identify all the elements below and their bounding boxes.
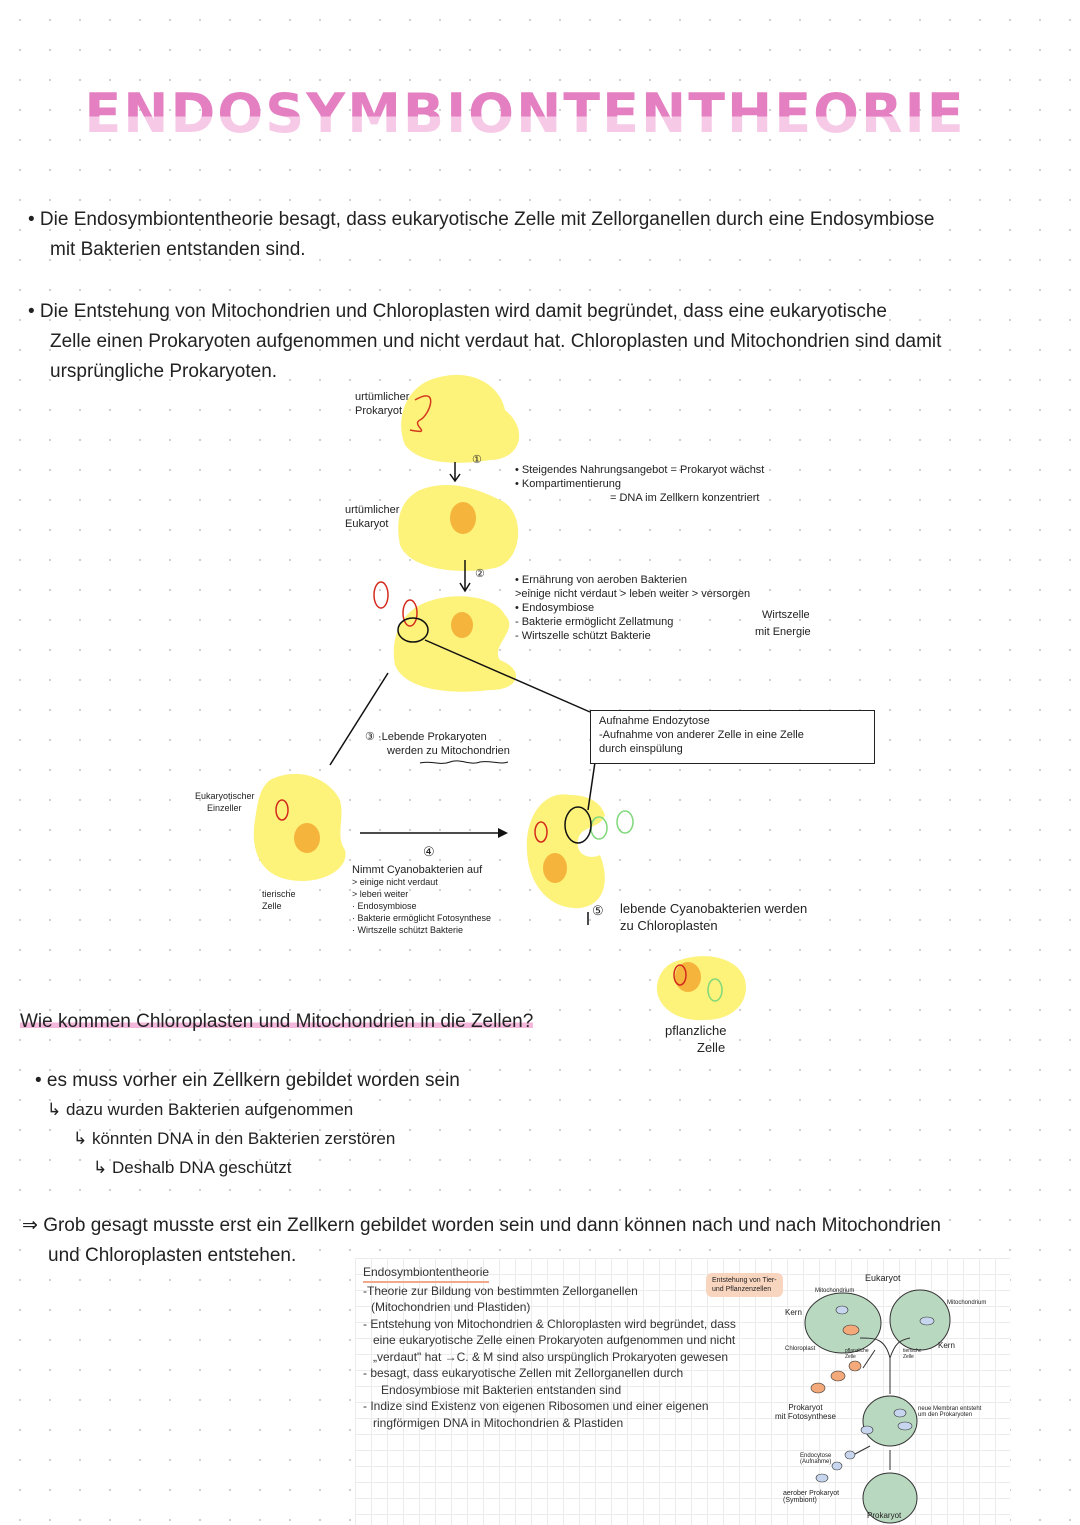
cell-evolution-sketch <box>355 1258 1010 1525</box>
text-line: (Mitochondrien und Plastiden) <box>371 1300 531 1314</box>
label-eukaryot: Eukaryot <box>865 1273 901 1283</box>
text-line: Wirtszelle <box>762 609 810 621</box>
text-line: tierische <box>262 889 296 899</box>
text-line: · Bakterie ermöglicht Fotosynthese <box>352 913 492 923</box>
label-plant-cell: pflanzliche Zelle <box>845 1348 869 1360</box>
page-title: ENDOSYMBIONTENTHEORIE <box>0 82 1050 145</box>
text-line: Prokaryot <box>788 1403 823 1412</box>
step1-text <box>515 463 764 505</box>
text-line: pflanzliche <box>665 1023 727 1038</box>
label-aerob <box>783 1490 839 1504</box>
text-line: -Aufnahme von anderer Zelle in eine Zelle <box>599 729 804 741</box>
label-endocytose <box>800 1453 831 1465</box>
text-line: durch einspülung <box>599 743 683 755</box>
text-line: Zelle <box>697 1040 726 1055</box>
text-line: ringförmigen DNA in Mitochondrien & Plastiden <box>373 1415 624 1430</box>
text-line: -Theorie zur Bildung von bestimmten Zellorganellen <box>363 1283 638 1298</box>
text-line: - Bakterie ermöglicht Zellatmung <box>515 616 674 628</box>
text-line: neue Membran entsteht <box>918 1406 982 1412</box>
step2-text <box>515 573 815 643</box>
text-line: um den Prokaryoten <box>918 1412 973 1418</box>
text-line: (Symbiont) <box>783 1497 817 1504</box>
text-line: „verdaut" hat →C. & M sind also urspünglich Prokaryoten gewesen <box>373 1349 729 1364</box>
text-line: ③ ·Lebende Prokaryoten <box>365 731 487 743</box>
text-line: • Die Entstehung von Mitochondrien und Chloroplasten wird damit begründet, dass eine eukaryotische <box>28 301 887 322</box>
text-line: Endosymbiose mit Bakterien entstanden sind <box>381 1382 622 1397</box>
label-prokaryot: Prokaryot <box>867 1511 902 1520</box>
step3-text <box>365 730 510 758</box>
cell1-label <box>355 390 409 418</box>
text-line: mit Energie <box>755 626 811 638</box>
text-line: • Steigendes Nahrungsangebot = Prokaryot wächst <box>515 464 765 476</box>
cell-engulfing <box>394 596 516 691</box>
embedded-notes-image <box>355 1258 1010 1525</box>
text-line: Entstehung von Tier- <box>712 1277 777 1284</box>
step2-marker: ② <box>475 568 485 580</box>
text-line: - Indize sind Existenz von eigenen Ribosomen und einer eigenen <box>363 1399 709 1413</box>
cell4-caption <box>262 888 296 912</box>
text-line: > leben weiter <box>352 889 409 899</box>
text-line: Aufnahme Endozytose <box>599 715 710 727</box>
text-line: • Die Endosymbiontentheorie besagt, dass eukaryotische Zelle mit Zellorganellen durch eine Endosymbiose <box>28 209 935 230</box>
answer-item: • es muss vorher ein Zellkern gebildet worden sein <box>35 1070 460 1091</box>
text-line: > einige nicht verdaut <box>352 877 438 887</box>
text-line: · Endosymbiose <box>352 901 417 911</box>
notes-heading: Endosymbiontentheorie <box>363 1264 489 1283</box>
cell-c-shape <box>527 794 605 908</box>
endocytosis-box <box>590 710 875 764</box>
text-line: mit Bakterien entstanden sind. <box>50 239 306 260</box>
text-line: (Aufnahme) <box>800 1459 832 1465</box>
text-line: Eukaryotischer <box>195 791 255 801</box>
text-line: Zelle <box>262 901 282 911</box>
step5-text <box>620 900 807 934</box>
text-line: und Chloroplasten entstehen. <box>48 1245 297 1266</box>
text-line: Eukaryot <box>345 518 389 530</box>
text-line: Zelle einen Prokaryoten aufgenommen und nicht verdaut hat. Chloroplasten und Mitochondrien sind damit <box>50 331 942 352</box>
text-line: zu Chloroplasten <box>620 918 718 933</box>
text-line: lebende Cyanobakterien werden <box>620 901 808 916</box>
text-line: urtümlicher <box>355 391 410 403</box>
text-line: ursprüngliche Prokaryoten. <box>50 361 278 382</box>
text-line: eine eukaryotische Zelle einen Prokaryoten aufgenommen und nicht <box>373 1333 736 1347</box>
text-line: Endocytose <box>800 1453 832 1459</box>
label-mitochondrium: Mitochondrium <box>947 1300 987 1306</box>
text-line: Einzeller <box>207 803 242 813</box>
cell-plant <box>657 956 746 1020</box>
text-line: - Wirtszelle schützt Bakterie <box>515 630 651 642</box>
step1-marker: ① <box>472 454 482 466</box>
text-line: - besagt, dass eukaryotische Zellen mit Zellorganellen durch <box>363 1366 684 1380</box>
text-line: • Endosymbiose <box>515 602 595 614</box>
text-line: · Wirtszelle schützt Bakterie <box>352 925 464 935</box>
label-mitochondrium: Mitochondrium <box>815 1288 855 1294</box>
label-animal-cell: tierische Zelle <box>903 1348 922 1360</box>
answer-item: ↳ Deshalb DNA geschützt <box>93 1158 292 1177</box>
label-chloroplast: Chloroplast <box>785 1346 816 1352</box>
text-line: - Entstehung von Mitochondrien & Chloroplasten wird begründet, dass <box>363 1316 736 1331</box>
text-line: mit Fotosynthese <box>775 1412 836 1421</box>
text-line: = DNA im Zellkern konzentriert <box>610 492 760 504</box>
cell2-label <box>345 503 399 531</box>
step4-marker: ④ <box>423 844 435 859</box>
text-line: • Kompartimentierung <box>515 478 621 490</box>
step4-text <box>352 864 491 936</box>
cell-prokaryot <box>401 375 519 463</box>
text-line: >einige nicht verdaut > leben weiter > versorgen <box>515 588 751 600</box>
label-kern: Kern <box>785 1308 802 1317</box>
text-line: und Pflanzenzellen <box>712 1286 772 1293</box>
step5-marker: ⑤ <box>592 903 604 918</box>
text-line: werden zu Mitochondrien <box>387 745 510 757</box>
answer-item: ↳ dazu wurden Bakterien aufgenommen <box>47 1100 354 1119</box>
text-line: Prokaryot <box>355 405 403 417</box>
label-membrane <box>918 1406 981 1418</box>
text-line: ⇒ Grob gesagt musste erst ein Zellkern gebildet worden sein und dann können nach und nach Mitochondrien <box>22 1215 941 1236</box>
text-line: urtümlicher <box>345 504 400 516</box>
question-heading <box>20 1007 533 1037</box>
label-kern: Kern <box>938 1341 955 1350</box>
label-photo-prokaryot <box>775 1403 836 1421</box>
cell6-caption <box>665 1022 726 1056</box>
text-line: • Ernährung von aeroben Bakterien <box>515 574 688 586</box>
text-line: Nimmt Cyanobakterien auf <box>352 864 483 876</box>
answer-item: ↳ könnten DNA in den Bakterien zerstören <box>73 1129 396 1148</box>
cell4-label <box>195 790 255 814</box>
question-text: Wie kommen Chloroplasten und Mitochondrien in die Zellen? <box>20 1011 534 1032</box>
answer-list <box>35 1066 460 1182</box>
text-line: aerober Prokaryot <box>783 1490 840 1497</box>
